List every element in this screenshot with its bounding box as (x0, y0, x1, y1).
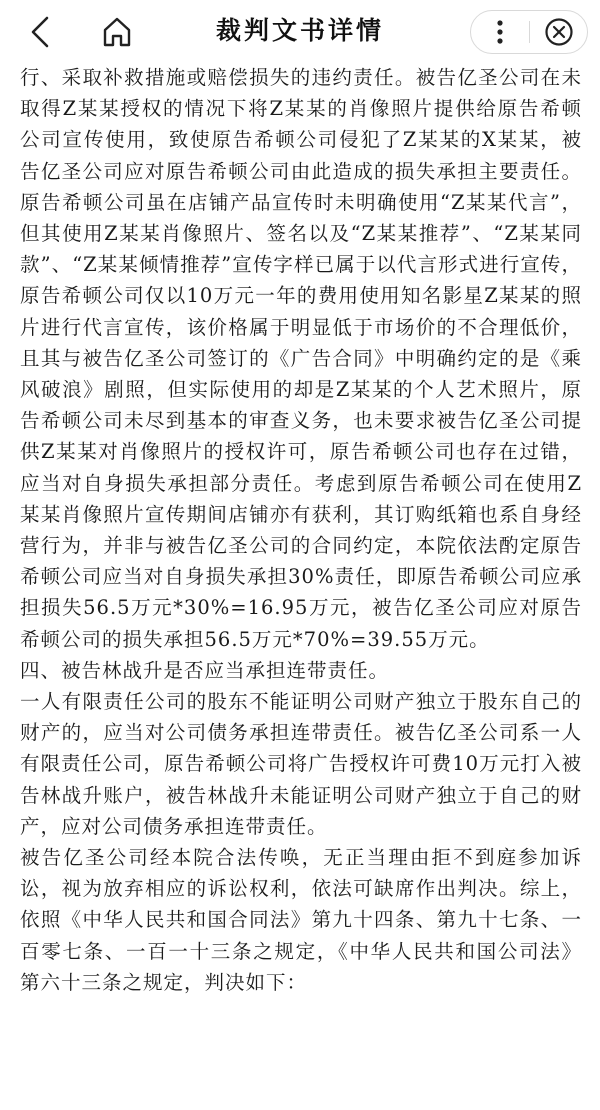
more-vertical-icon (495, 19, 505, 45)
top-navigation-bar (0, 0, 600, 62)
mini-program-capsule (470, 10, 588, 54)
home-icon (100, 15, 134, 49)
close-button[interactable] (530, 11, 588, 53)
document-paragraph: 行、采取补救措施或赔偿损失的违约责任。被告亿圣公司在未取得Z某某授权的情况下将Z某某的肖像照片提供给原告希顿公司宣传使用，致使原告希顿公司侵犯了Z某某的X某某，被告亿圣公司应对原告希顿公司由此造成的损失承担主要责任。原告希顿公司虽在店铺产品宣传时未明确使用“Z某某代言”，但其使用Z某某肖像照片、签名以及“Z某某推荐”、“Z某某同款”、“Z某某倾情推荐”宣传字样已属于以代言形式进行宣传，原告希顿公司仅以10万元一年的费用使用知名影星Z某某的照片进行代言宣传，该价格属于明显低于市场价的不合理低价，且其与被告亿圣公司签订的《广告合同》中明确约定的是《乘风破浪》剧照，但实际使用的却是Z某某的个人艺术照片，原告希顿公司未尽到基本的审查义务，也未要求被告亿圣公司提供Z某某对肖像照片的授权许可，原告希顿公司也存在过错，应当对自身损失承担部分责任。考虑到原告希顿公司在使用Z某某肖像照片宣传期间店铺亦有获利，其订购纸箱也系自身经营行为，并非与被告亿圣公司的合同约定，本院依法酌定原告希顿公司应当对自身损失承担30%责任，即原告希顿公司应承担损失56.5万元*30%=16.95万元，被告亿圣公司应对原告希顿公司的损失承担56.5万元*70%=39.55万元。 (20, 66, 582, 651)
document-paragraph: 一人有限责任公司的股东不能证明公司财产独立于股东自己的财产的，应当对公司债务承担连带责任。被告亿圣公司系一人有限责任公司，原告希顿公司将广告授权许可费10万元打入被告林战升账户，被告林战升未能证明公司财产独立于自己的财产，应对公司债务承担连带责任。 (20, 690, 582, 838)
back-button[interactable] (22, 12, 58, 52)
document-paragraph: 被告亿圣公司经本院合法传唤，无正当理由拒不到庭参加诉讼，视为放弃相应的诉讼权利，依法可缺席作出判决。综上，依照《中华人民共和国合同法》第九十四条、第九十七条、一百零七条、一百一十三条之规定，《中华人民共和国公司法》第六十三条之规定，判决如下： (20, 846, 582, 994)
judgment-document-body (20, 62, 582, 998)
home-button[interactable] (97, 12, 137, 52)
document-paragraph: 四、被告林战升是否应当承担连带责任。 (20, 658, 390, 682)
chevron-left-icon (29, 15, 51, 49)
page-title: 裁判文书详情 (215, 16, 384, 45)
close-circle-icon (544, 17, 574, 47)
more-button[interactable] (471, 11, 529, 53)
